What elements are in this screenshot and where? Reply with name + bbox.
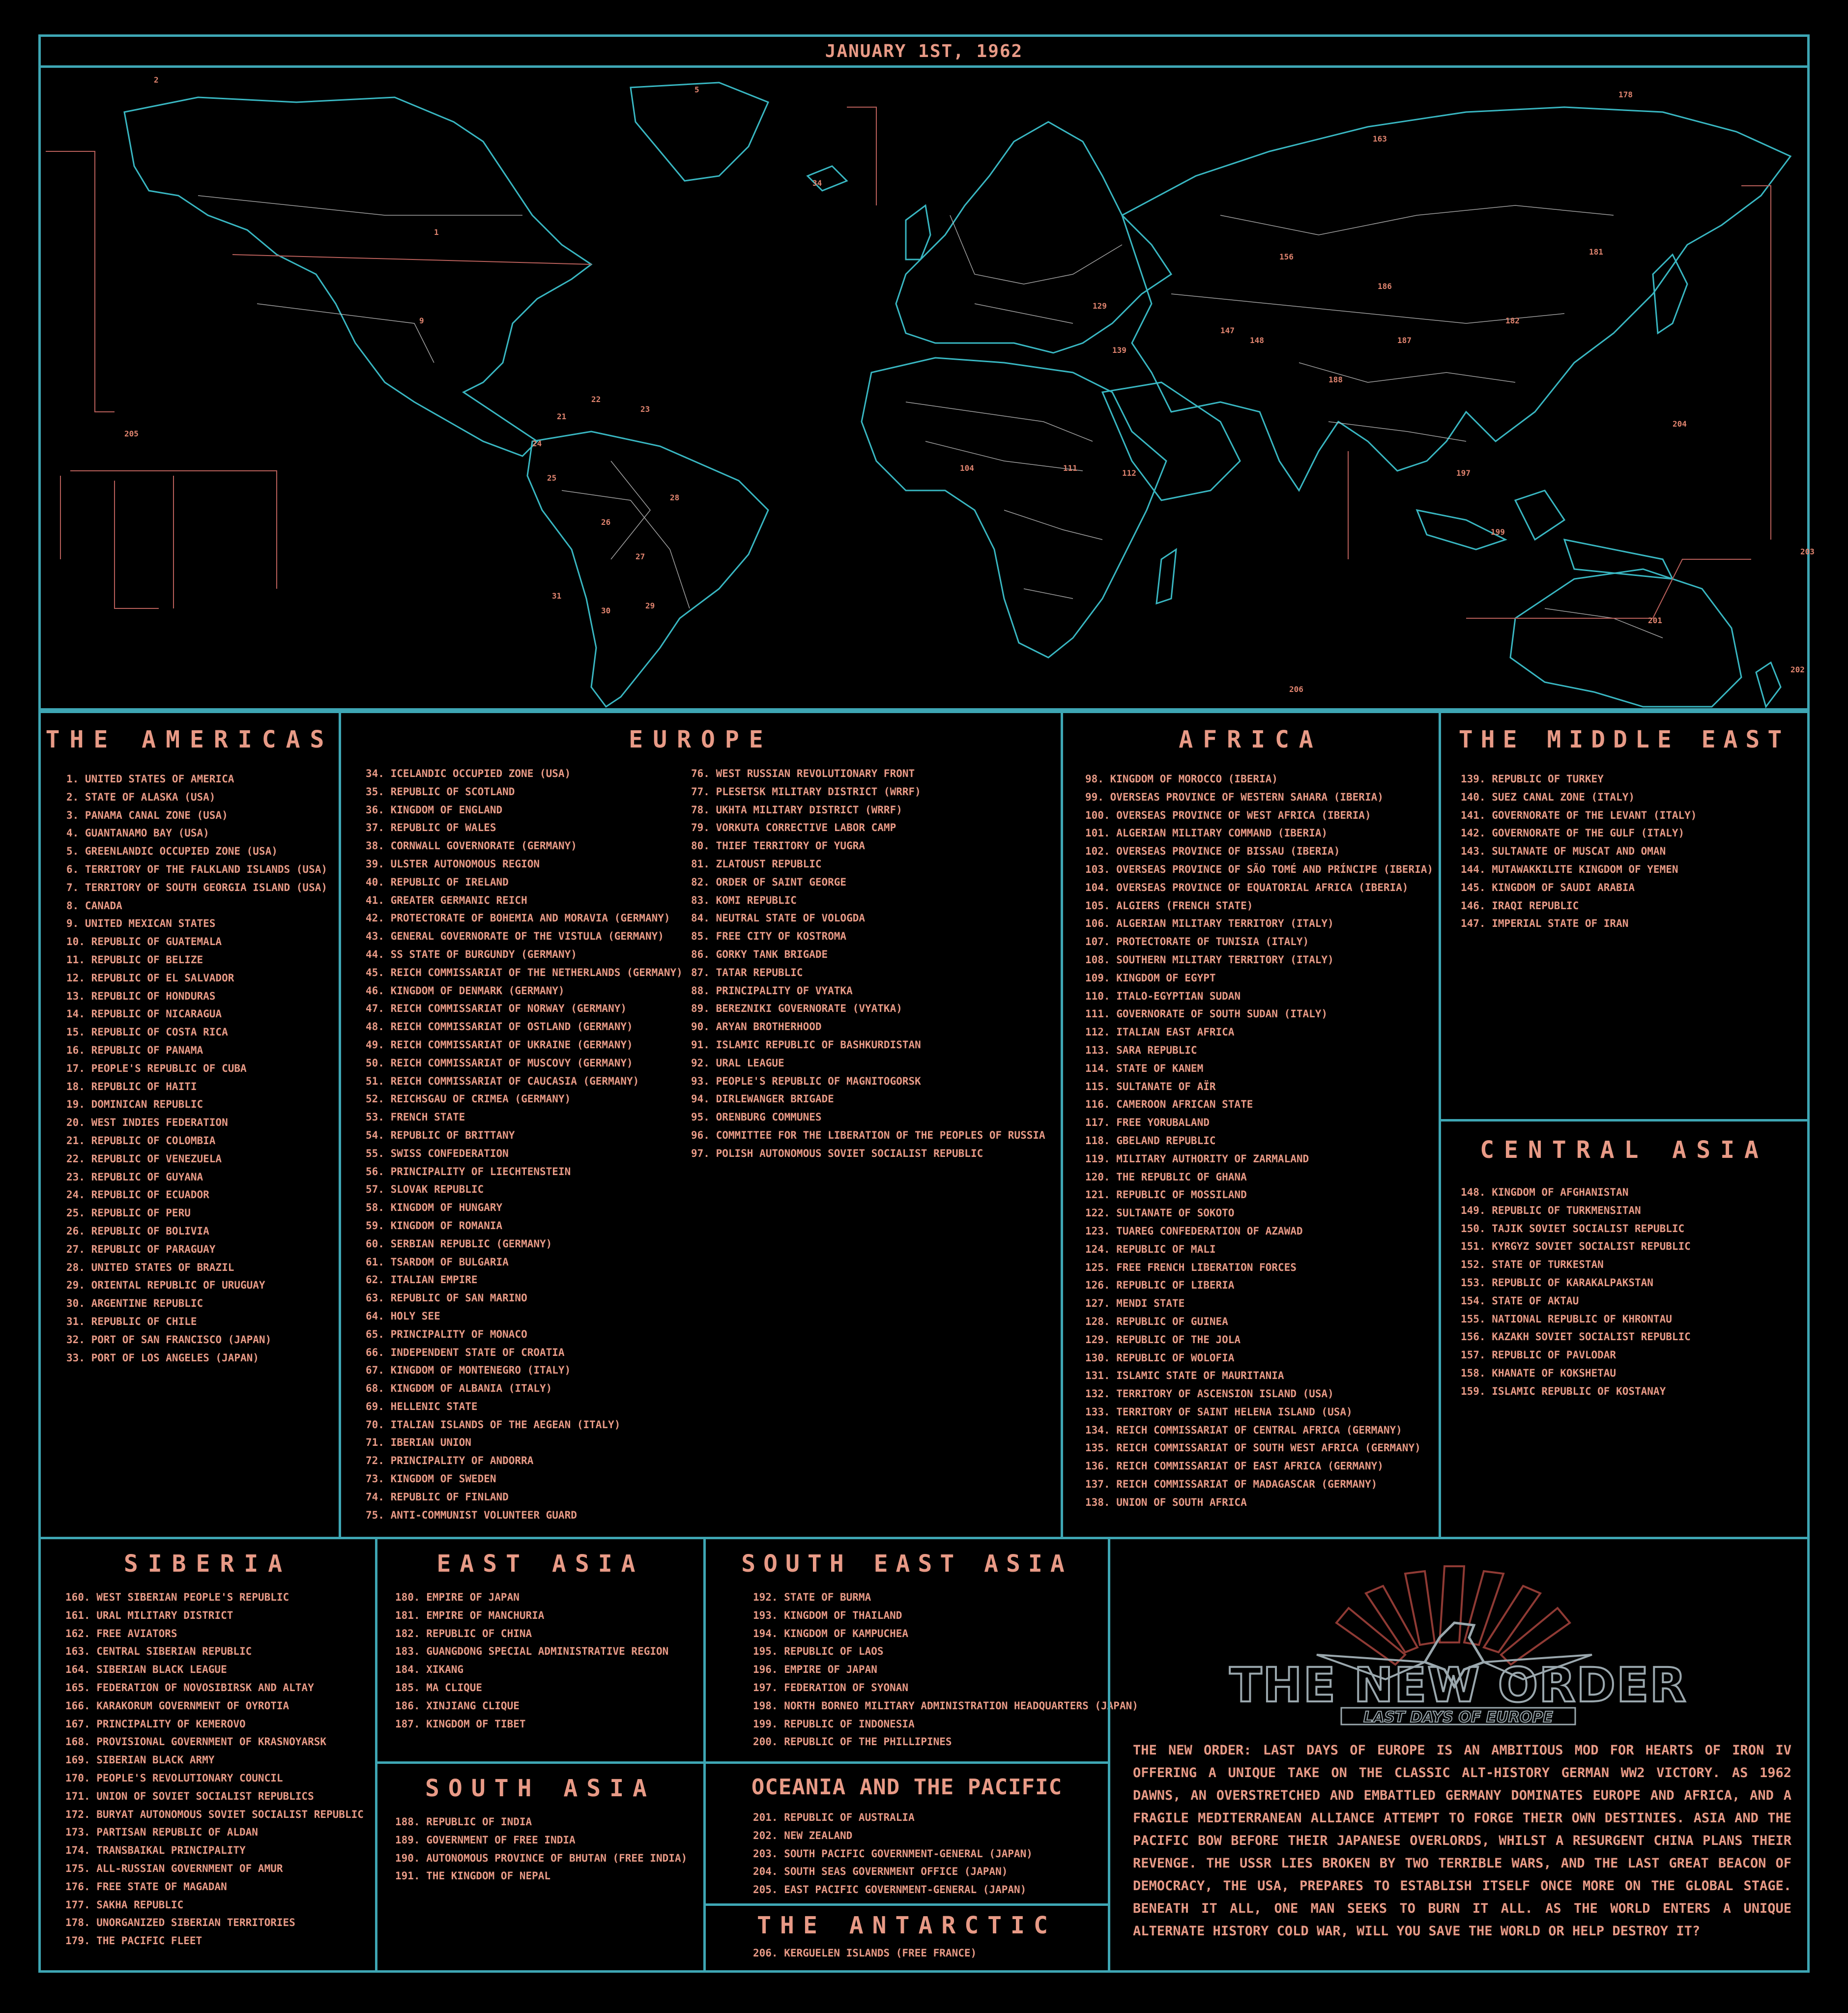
country-list-item: 125. FREE FRENCH LIBERATION FORCES — [1085, 1261, 1297, 1273]
map-label: 112 — [1122, 468, 1136, 478]
map-label: 199 — [1491, 527, 1505, 537]
map-label: 28 — [670, 493, 680, 502]
country-list-item: 204. SOUTH SEAS GOVERNMENT OFFICE (JAPAN) — [753, 1866, 1008, 1878]
country-list-item: 58. KINGDOM OF HUNGARY — [366, 1202, 503, 1214]
panel-africa — [1061, 711, 1441, 1539]
country-list-item: 107. PROTECTORATE OF TUNISIA (ITALY) — [1085, 936, 1309, 948]
country-list-item: 201. REPUBLIC OF AUSTRALIA — [753, 1812, 915, 1823]
country-list-item: 52. REICHSGAU OF CRIMEA (GERMANY) — [366, 1093, 571, 1105]
country-list-item: 205. EAST PACIFIC GOVERNMENT-GENERAL (JAPAN) — [753, 1884, 1027, 1896]
country-list-item: 181. EMPIRE OF MANCHURIA — [395, 1609, 545, 1621]
country-list-item: 145. KINGDOM OF SAUDI ARABIA — [1461, 881, 1635, 893]
country-list-item: 101. ALGERIAN MILITARY COMMAND (IBERIA) — [1085, 827, 1328, 839]
country-list-item: 40. REPUBLIC OF IRELAND — [366, 876, 509, 888]
country-list-item: 138. UNION OF SOUTH AFRICA — [1085, 1496, 1247, 1508]
country-list-item: 120. THE REPUBLIC OF GHANA — [1085, 1171, 1247, 1183]
map-label: 2 — [154, 75, 159, 85]
country-list-item: 14. REPUBLIC OF NICARAGUA — [66, 1008, 222, 1020]
country-list-item: 51. REICH COMMISSARIAT OF CAUCASIA (GERMANY) — [366, 1075, 639, 1087]
country-list-item: 166. KARAKORUM GOVERNMENT OF OYROTIA — [65, 1699, 289, 1712]
country-list-item: 152. STATE OF TURKESTAN — [1461, 1259, 1604, 1271]
country-list-item: 200. REPUBLIC OF THE PHILLIPINES — [753, 1736, 952, 1748]
country-list-item: 100. OVERSEAS PROVINCE OF WEST AFRICA (IBERIA) — [1085, 809, 1371, 821]
country-list-item: 178. UNORGANIZED SIBERIAN TERRITORIES — [65, 1917, 295, 1929]
country-list-item: 130. REPUBLIC OF WOLOFIA — [1085, 1352, 1235, 1364]
antarctic-list — [753, 1944, 1108, 1962]
country-list-item: 59. KINGDOM OF ROMANIA — [366, 1219, 503, 1232]
map-label: 206 — [1289, 685, 1303, 694]
country-list-item: 12. REPUBLIC OF EL SALVADOR — [66, 972, 234, 984]
map-label: 21 — [557, 412, 567, 421]
map-label: 24 — [532, 439, 542, 448]
country-list-item: 55. SWISS CONFEDERATION — [366, 1147, 509, 1159]
country-list-item: 173. PARTISAN REPUBLIC OF ALDAN — [65, 1826, 258, 1839]
country-list-item: 6. TERRITORY OF THE FALKLAND ISLANDS (USA) — [66, 863, 328, 875]
country-list-item: 140. SUEZ CANAL ZONE (ITALY) — [1461, 791, 1635, 803]
country-list-item: 108. SOUTHERN MILITARY TERRITORY (ITALY) — [1085, 953, 1334, 966]
east-asia-list — [395, 1588, 703, 1733]
country-list-item: 71. IBERIAN UNION — [366, 1437, 471, 1449]
country-list-item: 162. FREE AVIATORS — [65, 1627, 177, 1639]
siberia-list — [65, 1588, 375, 1950]
country-list-item: 117. FREE YORUBALAND — [1085, 1117, 1210, 1129]
country-list-item: 46. KINGDOM OF DENMARK (GERMANY) — [366, 984, 565, 997]
country-list-item: 96. COMMITTEE FOR THE LIBERATION OF THE PEOPLES OF RUSSIA — [691, 1129, 1045, 1141]
country-list-item: 15. REPUBLIC OF COSTA RICA — [66, 1026, 228, 1038]
panel-oceania — [703, 1761, 1110, 1906]
country-list-item: 77. PLESETSK MILITARY DISTRICT (WRRF) — [691, 785, 921, 798]
map-label: 163 — [1373, 134, 1387, 144]
central-asia-list — [1461, 1183, 1807, 1401]
map-label: 111 — [1063, 463, 1077, 473]
region-labels — [124, 75, 1815, 694]
country-list-item: 121. REPUBLIC OF MOSSILAND — [1085, 1189, 1247, 1201]
logo-subtitle: LAST DAYS OF EUROPE — [1363, 1709, 1553, 1726]
country-list-item: 150. TAJIK SOVIET SOCIALIST REPUBLIC — [1461, 1222, 1685, 1235]
country-list-item: 170. PEOPLE'S REVOLUTIONARY COUNCIL — [65, 1772, 283, 1784]
country-list-item: 133. TERRITORY OF SAINT HELENA ISLAND (USA) — [1085, 1406, 1353, 1418]
africa-list — [1085, 770, 1439, 1512]
country-list-item: 22. REPUBLIC OF VENEZUELA — [66, 1152, 222, 1165]
country-list-item: 23. REPUBLIC OF GUYANA — [66, 1171, 203, 1183]
section-title-oceania: OCEANIA AND THE PACIFIC — [751, 1775, 1063, 1800]
map-label: 27 — [635, 552, 645, 561]
country-list-item: 147. IMPERIAL STATE OF IRAN — [1461, 918, 1629, 930]
country-list-item: 183. GUANGDONG SPECIAL ADMINISTRATIVE REGION — [395, 1645, 669, 1658]
country-list-item: 142. GOVERNORATE OF THE GULF (ITALY) — [1461, 827, 1685, 839]
south-east-asia-list — [753, 1588, 1138, 1751]
country-list-item: 160. WEST SIBERIAN PEOPLE'S REPUBLIC — [65, 1591, 289, 1603]
country-list-item: 184. XIKANG — [395, 1664, 464, 1676]
country-list-item: 187. KINGDOM OF TIBET — [395, 1718, 526, 1730]
panel-antarctic — [703, 1903, 1110, 1973]
country-list-item: 30. ARGENTINE REPUBLIC — [66, 1297, 203, 1310]
country-list-item: 25. REPUBLIC OF PERU — [66, 1207, 191, 1219]
country-list-item: 175. ALL-RUSSIAN GOVERNMENT OF AMUR — [65, 1862, 283, 1874]
country-list-item: 82. ORDER OF SAINT GEORGE — [691, 876, 847, 888]
country-list-item: 180. EMPIRE OF JAPAN — [395, 1591, 520, 1603]
country-list-item: 89. BEREZNIKI GOVERNORATE (VYATKA) — [691, 1003, 902, 1015]
europe-list-col2 — [691, 765, 1045, 1163]
country-list-item: 1. UNITED STATES OF AMERICA — [66, 773, 234, 785]
country-list-item: 194. KINGDOM OF KAMPUCHEA — [753, 1627, 909, 1639]
americas-list — [66, 770, 339, 1367]
country-list-item: 69. HELLENIC STATE — [366, 1400, 478, 1412]
country-list-item: 105. ALGIERS (FRENCH STATE) — [1085, 899, 1253, 912]
country-list-item: 191. THE KINGDOM OF NEPAL — [395, 1870, 551, 1882]
country-list-item: 115. SULTANATE OF AÏR — [1085, 1080, 1216, 1093]
country-list-item: 135. REICH COMMISSARIAT OF SOUTH WEST AFRICA (GERMANY) — [1085, 1442, 1421, 1454]
country-list-item: 2. STATE OF ALASKA (USA) — [66, 791, 216, 803]
panel-siberia — [38, 1537, 377, 1973]
section-title-americas: THE AMERICAS — [45, 726, 334, 753]
country-list-item: 159. ISLAMIC REPUBLIC OF KOSTANAY — [1461, 1385, 1666, 1397]
country-list-item: 21. REPUBLIC OF COLOMBIA — [66, 1134, 216, 1147]
country-list-item: 67. KINGDOM OF MONTENEGRO (ITALY) — [366, 1364, 571, 1377]
map-label: 104 — [960, 463, 974, 473]
country-list-item: 134. REICH COMMISSARIAT OF CENTRAL AFRICA (GERMANY) — [1085, 1424, 1402, 1436]
panel-south-asia — [375, 1761, 706, 1973]
map-label: 34 — [812, 178, 822, 188]
country-list-item: 84. NEUTRAL STATE OF VOLOGDA — [691, 912, 866, 924]
country-list-item: 158. KHANATE OF KOKSHETAU — [1461, 1367, 1617, 1379]
panel-europe — [339, 711, 1063, 1539]
country-list-item: 8. CANADA — [66, 899, 122, 912]
map-label: 188 — [1328, 375, 1343, 384]
country-list-item: 122. SULTANATE OF SOKOTO — [1085, 1207, 1235, 1219]
country-list-item: 93. PEOPLE'S REPUBLIC OF MAGNITOGORSK — [691, 1075, 921, 1087]
map-date-title: JANUARY 1ST, 1962 — [38, 34, 1810, 68]
country-list-item: 32. PORT OF SAN FRANCISCO (JAPAN) — [66, 1333, 272, 1346]
country-list-item: 65. PRINCIPALITY OF MONACO — [366, 1328, 527, 1340]
oceania-list — [753, 1809, 1108, 1899]
country-list-item: 90. ARYAN BROTHERHOOD — [691, 1021, 822, 1033]
map-label: 1 — [434, 228, 439, 237]
country-list-item: 182. REPUBLIC OF CHINA — [395, 1627, 532, 1639]
country-list-item: 24. REPUBLIC OF ECUADOR — [66, 1189, 209, 1201]
country-list-item: 144. MUTAWAKKILITE KINGDOM OF YEMEN — [1461, 863, 1678, 875]
country-list-item: 195. REPUBLIC OF LAOS — [753, 1645, 884, 1658]
country-list-item: 127. MENDI STATE — [1085, 1297, 1185, 1310]
country-list-item: 53. FRENCH STATE — [366, 1111, 465, 1123]
country-list-item: 156. KAZAKH SOVIET SOCIALIST REPUBLIC — [1461, 1331, 1691, 1343]
country-list-item: 63. REPUBLIC OF SAN MARINO — [366, 1292, 527, 1304]
map-label: 23 — [640, 404, 650, 414]
country-list-item: 38. CORNWALL GOVERNORATE (GERMANY) — [366, 840, 577, 852]
country-list-item: 75. ANTI-COMMUNIST VOLUNTEER GUARD — [366, 1509, 577, 1521]
country-list-item: 26. REPUBLIC OF BOLIVIA — [66, 1225, 209, 1237]
country-list-item: 186. XINJIANG CLIQUE — [395, 1699, 520, 1712]
map-label: 156 — [1279, 252, 1294, 261]
country-list-item: 155. NATIONAL REPUBLIC OF KHRONTAU — [1461, 1313, 1672, 1325]
map-label: 129 — [1093, 301, 1107, 311]
map-label: 205 — [124, 429, 139, 438]
map-label: 22 — [591, 395, 601, 404]
country-list-item: 7. TERRITORY OF SOUTH GEORGIA ISLAND (USA) — [66, 881, 328, 893]
country-list-item: 17. PEOPLE'S REPUBLIC OF CUBA — [66, 1062, 247, 1074]
country-list-item: 19. DOMINICAN REPUBLIC — [66, 1098, 203, 1111]
section-title-east-asia: EAST ASIA — [436, 1550, 644, 1578]
country-list-item: 27. REPUBLIC OF PARAGUAY — [66, 1243, 216, 1255]
country-list-item: 141. GOVERNORATE OF THE LEVANT (ITALY) — [1461, 809, 1697, 821]
country-list-item: 28. UNITED STATES OF BRAZIL — [66, 1261, 234, 1273]
country-list-item: 3. PANAMA CANAL ZONE (USA) — [66, 809, 228, 821]
country-list-item: 131. ISLAMIC STATE OF MAURITANIA — [1085, 1370, 1284, 1382]
country-list-item: 169. SIBERIAN BLACK ARMY — [65, 1754, 215, 1766]
country-list-item: 79. VORKUTA CORRECTIVE LABOR CAMP — [691, 822, 896, 834]
section-title-europe: EUROPE — [629, 726, 773, 753]
map-label: 31 — [552, 591, 562, 601]
country-list-item: 44. SS STATE OF BURGUNDY (GERMANY) — [366, 948, 577, 960]
country-list-item: 129. REPUBLIC OF THE JOLA — [1085, 1333, 1241, 1346]
country-list-item: 113. SARA REPUBLIC — [1085, 1044, 1197, 1056]
tno-logo — [1110, 1539, 1807, 1726]
leader-lines — [46, 107, 1771, 618]
country-list-item: 57. SLOVAK REPUBLIC — [366, 1183, 484, 1196]
country-list-item: 197. FEDERATION OF SYONAN — [753, 1681, 909, 1694]
country-list-item: 78. UKHTA MILITARY DISTRICT (WRRF) — [691, 804, 902, 816]
map-label: 148 — [1250, 336, 1264, 345]
country-list-item: 35. REPUBLIC OF SCOTLAND — [366, 785, 515, 798]
country-list-item: 165. FEDERATION OF NOVOSIBIRSK AND ALTAY — [65, 1681, 314, 1694]
country-list-item: 203. SOUTH PACIFIC GOVERNMENT-GENERAL (JAPAN) — [753, 1847, 1033, 1860]
country-list-item: 118. GBELAND REPUBLIC — [1085, 1134, 1216, 1147]
country-list-item: 37. REPUBLIC OF WALES — [366, 822, 496, 834]
south-asia-list — [395, 1813, 703, 1885]
country-list-item: 168. PROVISIONAL GOVERNMENT OF KRASNOYARSK — [65, 1736, 327, 1748]
country-list-item: 95. ORENBURG COMMUNES — [691, 1111, 822, 1123]
country-list-item: 206. KERGUELEN ISLANDS (FREE FRANCE) — [753, 1947, 977, 1959]
country-list-item: 103. OVERSEAS PROVINCE OF SÃO TOMÉ AND PRÍNCIPE (IBERIA) — [1085, 863, 1434, 875]
map-label: 182 — [1505, 316, 1520, 325]
country-list-item: 16. REPUBLIC OF PANAMA — [66, 1044, 203, 1056]
country-list-item: 174. TRANSBAIKAL PRINCIPALITY — [65, 1844, 246, 1857]
country-list-item: 157. REPUBLIC OF PAVLODAR — [1461, 1349, 1617, 1361]
country-list-item: 124. REPUBLIC OF MALI — [1085, 1243, 1216, 1255]
country-list-item: 193. KINGDOM OF THAILAND — [753, 1609, 902, 1621]
country-list-item: 91. ISLAMIC REPUBLIC OF BASHKURDISTAN — [691, 1038, 921, 1051]
country-list-item: 10. REPUBLIC OF GUATEMALA — [66, 936, 222, 948]
country-list-item: 114. STATE OF KANEM — [1085, 1062, 1204, 1074]
country-list-item: 9. UNITED MEXICAN STATES — [66, 918, 216, 930]
country-list-item: 112. ITALIAN EAST AFRICA — [1085, 1026, 1235, 1038]
country-list-item: 202. NEW ZEALAND — [753, 1829, 853, 1841]
map-label: 187 — [1397, 336, 1412, 345]
country-list-item: 154. STATE OF AKTAU — [1461, 1294, 1579, 1307]
country-list-item: 123. TUAREG CONFEDERATION OF AZAWAD — [1085, 1225, 1303, 1237]
country-list-item: 196. EMPIRE OF JAPAN — [753, 1664, 877, 1676]
country-list-item: 64. HOLY SEE — [366, 1310, 440, 1322]
country-list-item: 36. KINGDOM OF ENGLAND — [366, 804, 503, 816]
map-label: 25 — [547, 473, 557, 483]
map-label: 26 — [601, 518, 611, 527]
europe-list-col1 — [366, 765, 683, 1524]
country-list-item: 54. REPUBLIC OF BRITTANY — [366, 1129, 515, 1141]
country-list-item: 146. IRAQI REPUBLIC — [1461, 899, 1579, 912]
country-list-item: 132. TERRITORY OF ASCENSION ISLAND (USA) — [1085, 1388, 1334, 1400]
country-list-item: 42. PROTECTORATE OF BOHEMIA AND MORAVIA (GERMANY) — [366, 912, 670, 924]
country-list-item: 49. REICH COMMISSARIAT OF UKRAINE (GERMANY) — [366, 1038, 633, 1051]
section-title-south-east-asia: SOUTH EAST ASIA — [741, 1550, 1072, 1578]
country-list-item: 56. PRINCIPALITY OF LIECHTENSTEIN — [366, 1165, 571, 1178]
country-list-item: 87. TATAR REPUBLIC — [691, 966, 803, 978]
map-label: 204 — [1673, 419, 1687, 429]
map-label: 30 — [601, 606, 611, 615]
map-label: 197 — [1456, 468, 1471, 478]
country-list-item: 31. REPUBLIC OF CHILE — [66, 1315, 197, 1327]
country-list-item: 29. ORIENTAL REPUBLIC OF URUGUAY — [66, 1279, 265, 1292]
country-list-item: 47. REICH COMMISSARIAT OF NORWAY (GERMANY) — [366, 1003, 627, 1015]
country-list-item: 161. URAL MILITARY DISTRICT — [65, 1609, 233, 1621]
middle-east-list — [1461, 770, 1807, 933]
country-list-item: 61. TSARDOM OF BULGARIA — [366, 1256, 509, 1268]
country-list-item: 188. REPUBLIC OF INDIA — [395, 1816, 532, 1828]
sunburst-emblem — [1336, 1566, 1570, 1665]
coastlines — [124, 83, 1790, 707]
map-label: 178 — [1618, 90, 1633, 99]
panel-east-asia — [375, 1537, 706, 1764]
country-list-item: 148. KINGDOM OF AFGHANISTAN — [1461, 1186, 1629, 1198]
country-list-item: 109. KINGDOM OF EGYPT — [1085, 972, 1216, 984]
country-list-item: 76. WEST RUSSIAN REVOLUTIONARY FRONT — [691, 768, 915, 779]
country-list-item: 88. PRINCIPALITY OF VYATKA — [691, 984, 853, 997]
country-list-item: 119. MILITARY AUTHORITY OF ZARMALAND — [1085, 1152, 1309, 1165]
world-map-svg — [41, 68, 1815, 711]
panel-central-asia — [1439, 1119, 1810, 1539]
map-label: 203 — [1800, 547, 1815, 556]
country-list-item: 179. THE PACIFIC FLEET — [65, 1935, 202, 1947]
country-list-item: 43. GENERAL GOVERNORATE OF THE VISTULA (GERMANY) — [366, 930, 664, 943]
country-list-item: 172. BURYAT AUTONOMOUS SOVIET SOCIALIST REPUBLIC — [65, 1808, 364, 1820]
map-label: 186 — [1378, 282, 1392, 291]
country-list-item: 199. REPUBLIC OF INDONESIA — [753, 1718, 915, 1730]
panel-middle-east — [1439, 711, 1810, 1122]
country-list-item: 185. MA CLIQUE — [395, 1681, 483, 1694]
country-list-item: 66. INDEPENDENT STATE OF CROATIA — [366, 1346, 565, 1358]
about-description: THE NEW ORDER: LAST DAYS OF EUROPE IS AN AMBITIOUS MOD FOR HEARTS OF IRON IV OFFERING A UNIQUE TAKE ON THE CLASSIC ALT-HISTORY GERMAN WW2 VICTORY. AS 1962 DAWNS, AN OVERSTRETCHED AND EMBATTLED GERMANY DOMINATES EUROPE AND AFRICA, AND A FRAGILE MEDITERRANEAN ALLIANCE ATTEMPT TO FORGE THEIR OWN DESTINIES. ASIA AND THE PACIFIC BOW BEFORE THEIR JAPANESE OVERLORDS, WHILST A RESURGENT CHINA PLANS THEIR REVENGE. THE USSR LIES BROKEN BY TWO TERRIBLE WARS, AND THE LAST GREAT BEACON OF DEMOCRACY, THE USA, PREPARES TO ESTABLISH ITSELF ONCE MORE ON THE GLOBAL STAGE. BENEATH IT ALL, ONE MAN SEEKS TO BURN IT ALL. AS THE WORLD ENTERS A UNIQUE ALTERNATE HISTORY COLD WAR, WILL YOU SAVE THE WORLD OR HELP DESTROY IT? — [1133, 1743, 1791, 1939]
country-list-item: 99. OVERSEAS PROVINCE OF WESTERN SAHARA (IBERIA) — [1085, 791, 1384, 803]
country-list-item: 139. REPUBLIC OF TURKEY — [1461, 773, 1604, 785]
map-label: 201 — [1648, 616, 1662, 625]
country-list-item: 177. SAKHA REPUBLIC — [65, 1898, 184, 1911]
panel-americas — [38, 711, 341, 1539]
country-list-item: 45. REICH COMMISSARIAT OF THE NETHERLANDS (GERMANY) — [366, 966, 683, 978]
country-list-item: 60. SERBIAN REPUBLIC (GERMANY) — [366, 1237, 552, 1250]
country-list-item: 80. THIEF TERRITORY OF YUGRA — [691, 840, 866, 852]
country-list-item: 110. ITALO-EGYPTIAN SUDAN — [1085, 990, 1241, 1002]
country-list-item: 102. OVERSEAS PROVINCE OF BISSAU (IBERIA) — [1085, 845, 1340, 858]
country-list-item: 74. REPUBLIC OF FINLAND — [366, 1491, 509, 1503]
map-label: 29 — [645, 601, 655, 610]
country-list-item: 62. ITALIAN EMPIRE — [366, 1274, 478, 1286]
country-list-item: 34. ICELANDIC OCCUPIED ZONE (USA) — [366, 768, 571, 779]
logo-title: THE NEW ORDER — [1229, 1658, 1687, 1713]
country-list-item: 94. DIRLEWANGER BRIGADE — [691, 1093, 834, 1105]
country-list-item: 106. ALGERIAN MILITARY TERRITORY (ITALY) — [1085, 918, 1334, 930]
country-list-item: 190. AUTONOMOUS PROVINCE OF BHUTAN (FREE INDIA) — [395, 1852, 688, 1864]
country-list-item: 86. GORKY TANK BRIGADE — [691, 948, 828, 960]
map-label: 181 — [1589, 247, 1603, 257]
map-label: 139 — [1112, 345, 1126, 355]
map-label: 9 — [419, 316, 424, 325]
panel-south-east-asia — [703, 1537, 1138, 1764]
country-list-item: 85. FREE CITY OF KOSTROMA — [691, 930, 847, 943]
country-list-item: 72. PRINCIPALITY OF ANDORRA — [366, 1455, 534, 1467]
country-list-item: 11. REPUBLIC OF BELIZE — [66, 953, 203, 966]
country-list-item: 13. REPUBLIC OF HONDURAS — [66, 990, 216, 1002]
country-list-item: 126. REPUBLIC OF LIBERIA — [1085, 1279, 1235, 1292]
country-list-item: 81. ZLATOUST REPUBLIC — [691, 858, 822, 870]
country-list-item: 149. REPUBLIC OF TURKMENSITAN — [1461, 1204, 1641, 1216]
country-list-item: 171. UNION OF SOVIET SOCIALIST REPUBLICS — [65, 1790, 314, 1802]
country-list-item: 20. WEST INDIES FEDERATION — [66, 1117, 228, 1129]
country-list-item: 73. KINGDOM OF SWEDEN — [366, 1473, 496, 1485]
world-map — [38, 68, 1815, 711]
map-label: 147 — [1220, 326, 1235, 335]
country-list-item: 167. PRINCIPALITY OF KEMEROVO — [65, 1718, 246, 1730]
map-label: 202 — [1790, 665, 1805, 674]
country-list-item: 48. REICH COMMISSARIAT OF OSTLAND (GERMANY) — [366, 1021, 633, 1033]
section-title-middle-east: THE MIDDLE EAST — [1458, 726, 1790, 753]
country-list-item: 176. FREE STATE OF MAGADAN — [65, 1880, 227, 1893]
section-title-central-asia: CENTRAL ASIA — [1480, 1136, 1768, 1164]
country-list-item: 164. SIBERIAN BLACK LEAGUE — [65, 1664, 227, 1676]
country-list-item: 136. REICH COMMISSARIAT OF EAST AFRICA (GERMANY) — [1085, 1460, 1384, 1472]
country-list-item: 143. SULTANATE OF MUSCAT AND OMAN — [1461, 845, 1666, 858]
country-list-item: 83. KOMI REPUBLIC — [691, 894, 797, 906]
country-list-item: 4. GUANTANAMO BAY (USA) — [66, 827, 209, 839]
country-list-item: 98. KINGDOM OF MOROCCO (IBERIA) — [1085, 773, 1278, 785]
country-list-item: 39. ULSTER AUTONOMOUS REGION — [366, 858, 540, 870]
country-list-item: 189. GOVERNMENT OF FREE INDIA — [395, 1834, 576, 1846]
section-title-antarctic: THE ANTARCTIC — [757, 1912, 1057, 1939]
section-title-south-asia: SOUTH ASIA — [425, 1775, 656, 1802]
country-list-item: 151. KYRGYZ SOVIET SOCIALIST REPUBLIC — [1461, 1240, 1691, 1253]
country-list-item: 70. ITALIAN ISLANDS OF THE AEGEAN (ITALY) — [366, 1418, 621, 1431]
country-list-item: 104. OVERSEAS PROVINCE OF EQUATORIAL AFRICA (IBERIA) — [1085, 881, 1409, 893]
country-borders — [198, 196, 1663, 638]
country-list-item: 192. STATE OF BURMA — [753, 1591, 871, 1603]
country-list-item: 68. KINGDOM OF ALBANIA (ITALY) — [366, 1382, 552, 1395]
country-list-item: 116. CAMEROON AFRICAN STATE — [1085, 1098, 1253, 1111]
section-title-siberia: SIBERIA — [123, 1550, 292, 1578]
country-list-item: 128. REPUBLIC OF GUINEA — [1085, 1315, 1228, 1327]
country-list-item: 18. REPUBLIC OF HAITI — [66, 1080, 197, 1093]
country-list-item: 33. PORT OF LOS ANGELES (JAPAN) — [66, 1352, 259, 1364]
country-list-item: 92. URAL LEAGUE — [691, 1057, 784, 1069]
section-title-africa: AFRICA — [1179, 726, 1323, 753]
country-list-item: 153. REPUBLIC OF KARAKALPAKSTAN — [1461, 1276, 1653, 1289]
country-list-item: 111. GOVERNORATE OF SOUTH SUDAN (ITALY) — [1085, 1008, 1328, 1020]
country-list-item: 137. REICH COMMISSARIAT OF MADAGASCAR (GERMANY) — [1085, 1478, 1378, 1491]
country-list-item: 97. POLISH AUTONOMOUS SOVIET SOCIALIST REPUBLIC — [691, 1147, 983, 1159]
country-list-item: 50. REICH COMMISSARIAT OF MUSCOVY (GERMANY) — [366, 1057, 633, 1069]
panel-about — [1108, 1537, 1810, 1973]
country-list-item: 198. NORTH BORNEO MILITARY ADMINISTRATION HEADQUARTERS (JAPAN) — [753, 1699, 1138, 1712]
country-list-item: 163. CENTRAL SIBERIAN REPUBLIC — [65, 1645, 252, 1658]
map-label: 5 — [694, 85, 699, 94]
country-list-item: 41. GREATER GERMANIC REICH — [366, 894, 527, 906]
country-list-item: 5. GREENLANDIC OCCUPIED ZONE (USA) — [66, 845, 278, 858]
